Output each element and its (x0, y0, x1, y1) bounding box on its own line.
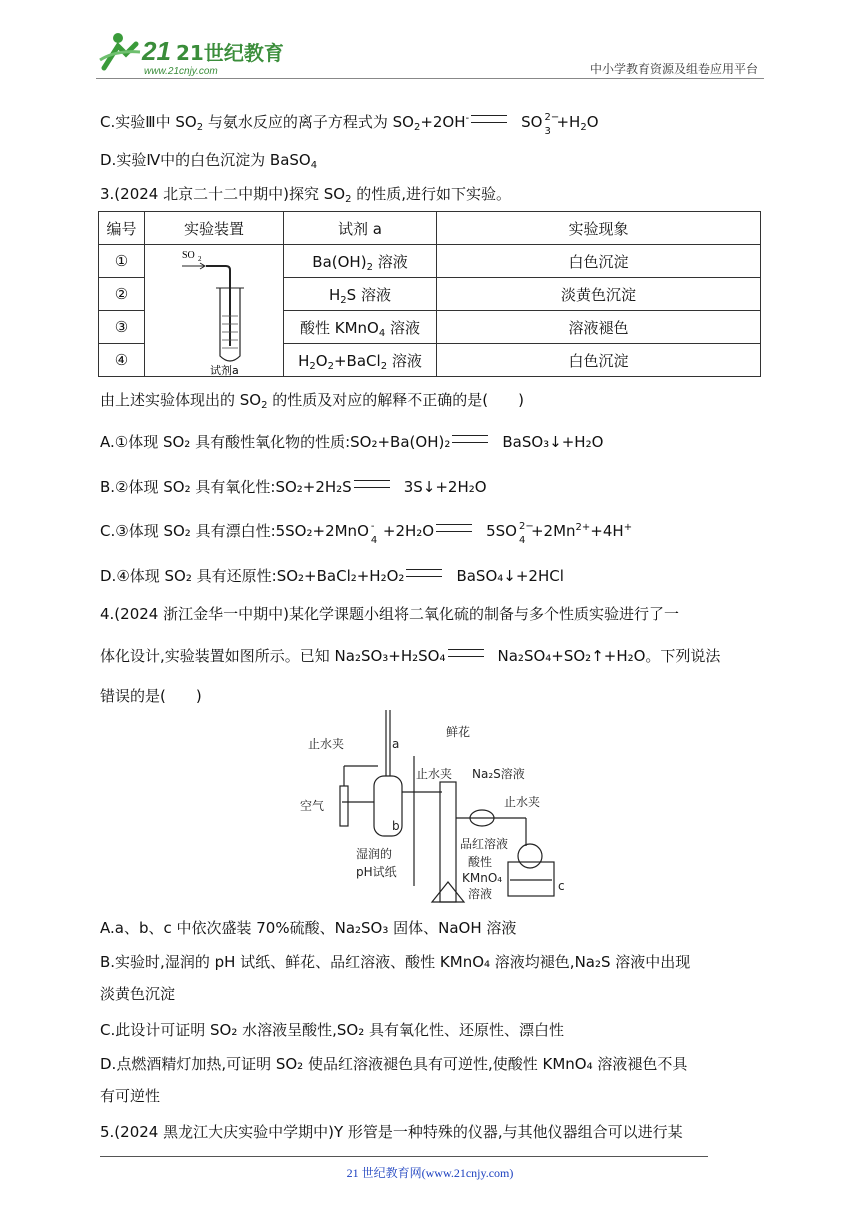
svg-text:品红溶液: 品红溶液 (460, 837, 509, 851)
platform-title: 中小学教育资源及组卷应用平台 (589, 62, 758, 76)
header-divider (96, 78, 764, 79)
footer-link[interactable]: 21 世纪教育网(www.21cnjy.com) (346, 1166, 514, 1180)
page-header (96, 30, 764, 80)
q4-stem-line3: 错误的是( ) (100, 687, 202, 705)
q3-question: 由上述实验体现出的 $SO_2$ 的性质及对应的解释不正确的是( ) (100, 391, 524, 411)
table-row: ② $H_2S$ 溶液 淡黄色沉淀 (99, 278, 761, 311)
svg-text:www.21cnjy.com: www.21cnjy.com (144, 66, 218, 77)
equals-sign (471, 115, 507, 123)
svg-text:KMnO₄: KMnO₄ (462, 871, 503, 885)
q3-option-c: C.③体现 SO₂ 具有漂白性:5SO₂+2MnO - 4 +2H₂O 5SO 2− 4 $+2Mn^{2+}+4H^+$ (100, 521, 633, 546)
q3-option-b: B.②体现 SO₂ 具有氧化性:SO₂+2H₂S 3S↓+2H₂O (100, 478, 487, 496)
table-row: ① $Ba(OH)_2$ 溶液 白色沉淀 (99, 245, 761, 278)
q4-option-c: C.此设计可证明 SO₂ 水溶液呈酸性,SO₂ 具有氧化性、还原性、漂白性 (100, 1021, 564, 1039)
svg-text:c: c (558, 879, 565, 893)
q5-stem-line1: 5.(2024 黑龙江大庆实验中学期中)Y 形管是一种特殊的仪器,与其他仪器组合可以进行某 (100, 1123, 683, 1141)
q4-stem-line1: 4.(2024 浙江金华一中期中)某化学课题小组将二氧化硫的制备与多个性质实验进行了一 (100, 605, 679, 623)
svg-text:2: 2 (198, 255, 202, 263)
svg-text:SO: SO (182, 250, 195, 261)
q4-option-a: A.a、b、c 中依次盛装 70%硫酸、Na₂SO₃ 固体、NaOH 溶液 (100, 919, 517, 937)
svg-text:21世纪教育: 21世纪教育 (176, 41, 284, 65)
q3-option-a: A.①体现 SO₂ 具有酸性氧化物的性质:SO₂+Ba(OH)₂ BaSO₃↓+H₂O (100, 433, 604, 451)
svg-text:溶液: 溶液 (468, 887, 493, 901)
svg-text:b: b (392, 819, 400, 833)
test-tube-apparatus (146, 246, 284, 382)
q3-option-d: D.④体现 SO₂ 具有还原性:SO₂+BaCl₂+H₂O₂ BaSO₄↓+2HCl (100, 567, 564, 585)
svg-text:a: a (392, 737, 400, 751)
header-apparatus: 实验装置 (145, 212, 284, 245)
header-reagent: 试剂 a (284, 212, 437, 245)
svg-text:鲜花: 鲜花 (446, 725, 471, 739)
svg-text:Na₂S溶液: Na₂S溶液 (472, 767, 525, 781)
svg-text:止水夹: 止水夹 (504, 795, 541, 809)
svg-text:止水夹: 止水夹 (416, 767, 453, 781)
svg-text:湿润的: 湿润的 (356, 847, 393, 861)
svg-text:止水夹: 止水夹 (308, 737, 345, 751)
header-phenomenon: 实验现象 (437, 212, 761, 245)
table-row: ③ 酸性 KMnO$_4$ 溶液 溶液褪色 (99, 311, 761, 344)
q4-option-b-line1: B.实验时,湿润的 pH 试纸、鲜花、品红溶液、酸性 KMnO₄ 溶液均褪色,Na₂S 溶液中出现 (100, 953, 691, 971)
q4-option-d-line2: 有可逆性 (100, 1087, 161, 1105)
svg-text:空气: 空气 (300, 799, 325, 813)
logo-21cnjy (96, 30, 284, 78)
footer-divider (100, 1156, 708, 1157)
svg-text:21: 21 (142, 36, 171, 66)
q4-stem-line2: 体化设计,实验装置如图所示。已知 Na₂SO₃+H₂SO₄ Na₂SO₄+SO₂↑+H₂O。下列说法 (100, 647, 721, 665)
table-row: ④ $H_2O_2+BaCl_2$ 溶液 白色沉淀 (99, 344, 761, 377)
q3-stem: 3.(2024 北京二十二中期中)探究 $SO_2$ 的性质,进行如下实验。 (100, 185, 511, 205)
q4-option-d-line1: D.点燃酒精灯加热,可证明 SO₂ 使品红溶液褪色具有可逆性,使酸性 KMnO₄ 溶液褪色不具 (100, 1055, 688, 1073)
integrated-apparatus-figure (296, 706, 574, 912)
header-no: 编号 (99, 212, 145, 245)
prev-option-c: C.实验Ⅲ中 $SO_2$ 与氨水反应的离子方程式为 $SO_2+2OH^-$ SO 2− 3 $+H_2O$ (100, 112, 599, 137)
svg-text:pH试纸: pH试纸 (356, 865, 397, 879)
svg-text:试剂a: 试剂a (210, 364, 239, 377)
table-header-row (99, 212, 761, 245)
prev-option-d: D.实验Ⅳ中的白色沉淀为 BaSO$_4$ (100, 151, 318, 171)
q4-option-b-line2: 淡黄色沉淀 (100, 985, 176, 1003)
svg-text:酸性: 酸性 (468, 855, 493, 869)
